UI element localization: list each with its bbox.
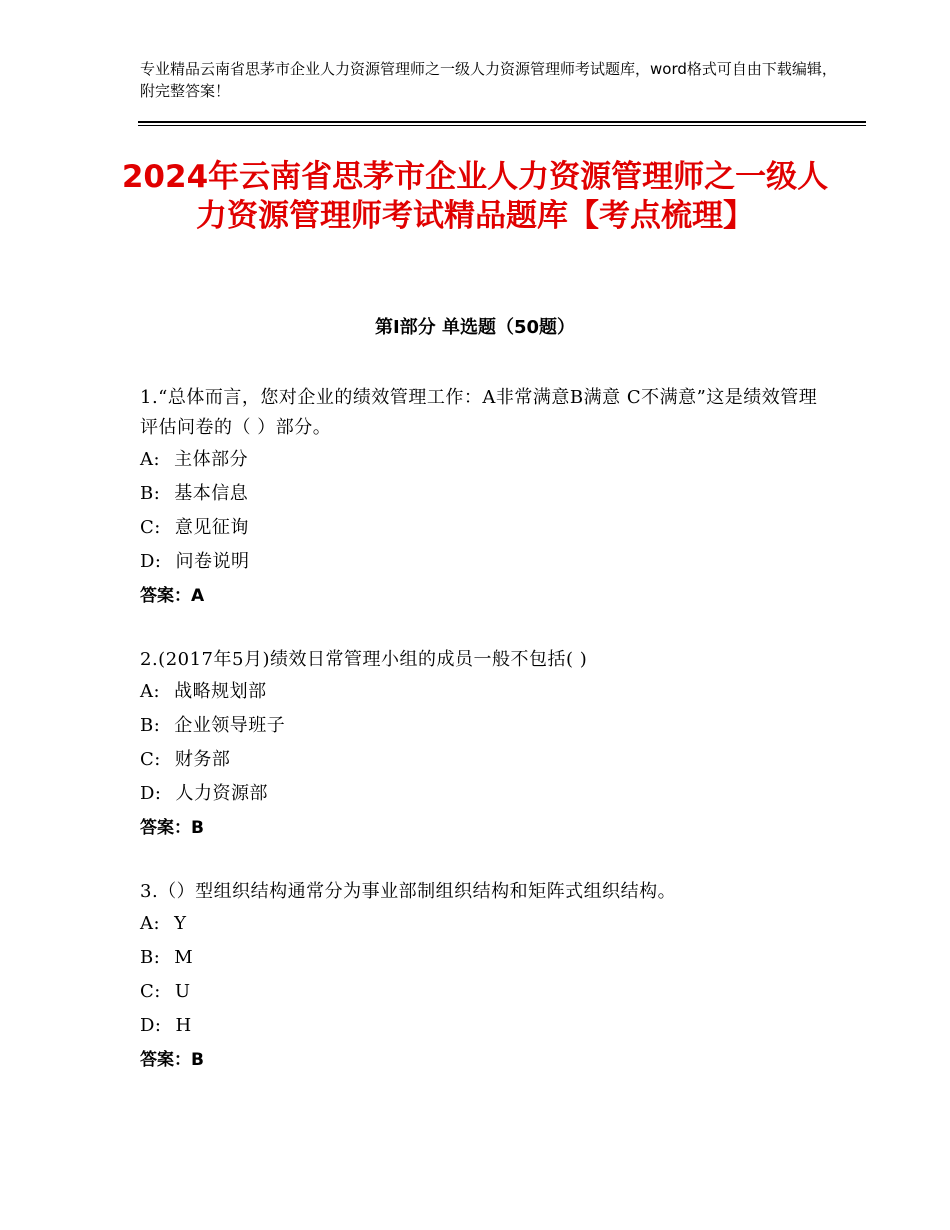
option-text: 人力资源部 (175, 783, 268, 804)
option-text: 问卷说明 (175, 551, 250, 572)
option-a (140, 675, 820, 709)
option-text: U (174, 981, 191, 1002)
option-b (140, 477, 820, 511)
option-key: C: (140, 517, 161, 538)
option-text: 财务部 (174, 749, 231, 770)
option-key: A: (140, 681, 161, 702)
option-b (140, 941, 820, 975)
option-d (140, 777, 820, 811)
option-key: B: (140, 947, 161, 968)
option-d (140, 545, 820, 579)
option-text: 意见征询 (174, 517, 249, 538)
option-key: A: (140, 913, 161, 934)
question-stem: 2.(2017年5月)绩效日常管理小组的成员一般不包括( ) (140, 649, 588, 670)
question-2 (140, 645, 820, 845)
option-text: 基本信息 (174, 483, 249, 504)
option-key: C: (140, 749, 161, 770)
answer-line: 答案：B (140, 1050, 204, 1070)
question-stem: 1.“总体而言，您对企业的绩效管理工作：A非常满意B满意 C不满意”这是绩效管理评估问卷的（ ）部分。 (140, 387, 818, 438)
question-list (140, 383, 820, 1077)
option-key: D: (140, 783, 162, 804)
section-title: 第Ⅰ部分 单选题（50题） (374, 317, 575, 338)
option-c (140, 511, 820, 545)
option-c (140, 743, 820, 777)
option-key: D: (140, 551, 162, 572)
option-d (140, 1009, 820, 1043)
question-1 (140, 383, 820, 613)
question-3 (140, 877, 820, 1077)
answer-line: 答案：A (140, 586, 205, 606)
option-key: B: (140, 715, 161, 736)
option-c (140, 975, 820, 1009)
option-a (140, 443, 820, 477)
question-stem: 3.（）型组织结构通常分为事业部制组织结构和矩阵式组织结构。 (140, 881, 677, 902)
option-text: M (174, 947, 194, 968)
header-rule-thin (138, 125, 866, 126)
header-note: 专业精品云南省思茅市企业人力资源管理师之一级人力资源管理师考试题库，word格式可自由下载编辑，附完整答案！ (140, 60, 837, 100)
answer-line: 答案：B (140, 818, 204, 838)
option-text: 企业领导班子 (174, 715, 286, 736)
header-rule-thick (138, 121, 866, 123)
option-key: B: (140, 483, 161, 504)
option-key: C: (140, 981, 161, 1002)
option-text: H (175, 1015, 192, 1036)
option-b (140, 709, 820, 743)
option-a (140, 907, 820, 941)
option-key: D: (140, 1015, 162, 1036)
document-title: 2024年云南省思茅市企业人力资源管理师之一级人力资源管理师考试精品题库【考点梳理】 (121, 159, 829, 234)
option-key: A: (140, 449, 161, 470)
option-text: 主体部分 (174, 449, 249, 470)
option-text: 战略规划部 (174, 681, 267, 702)
option-text: Y (174, 913, 187, 934)
